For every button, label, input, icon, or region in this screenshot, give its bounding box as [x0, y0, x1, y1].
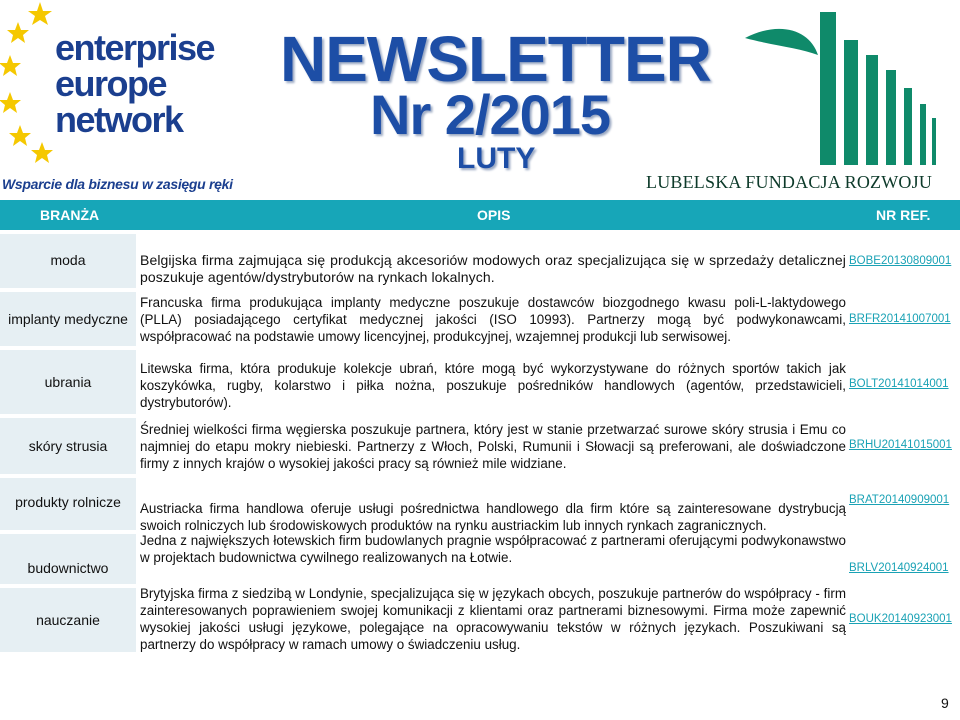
- category-label: implanty medyczne: [8, 311, 128, 327]
- description-cell: Belgijska firma zajmująca się produkcją akcesoriów modowych oraz specjalizująca się w sprzedaży detalicznej poszukuje agentów/dystrybutorów na rynkach lokalnych.: [140, 252, 846, 285]
- description-cell: Litewska firma, która produkuje kolekcje ubrań, które mogą być wykorzystywane do różnych sportów takich jak koszykówka, rugby, kolarstwo i piłka nożna, poszukuje pośredników handlowych (agentów, przedstawicieli, dystrybutorów).: [140, 361, 846, 410]
- reference-link[interactable]: BRLV20140924001: [849, 562, 949, 574]
- description-cell: Francuska firma produkująca implanty medyczne poszukuje dostawców biozgodnego kwasu poli-L-laktydowego (PLLA) posiadającego certyfikat medycznej jakości (ISO 10993). Partnerzy mogą być podwykonawcami, współpracować na podstawie umowy licencyjnej, produkcyjnej, wzajemnej produkcji lub serwisowej.: [140, 295, 846, 344]
- reference-link[interactable]: BRAT20140909001: [849, 494, 950, 506]
- description-cell: Jedna z największych łotewskich firm budowlanych pragnie współpracować z partnerami oferującymi podwykonawstwo w projektach budownictwa cywilnego realizowanych na Łotwie.: [140, 533, 846, 565]
- lfr-leaf-icon: [740, 0, 960, 170]
- category-cell: [0, 418, 136, 474]
- column-header-nr-ref: NR REF.: [876, 207, 931, 223]
- category-cell: [0, 588, 136, 652]
- description-cell: Średniej wielkości firma węgierska poszukuje partnera, który jest w stanie przetwarzać surowe skóry strusia i Emu co najmniej do etapu mokry niebieski. Partnerzy z Włoch, Polski, Rumunii i Słowacji są preferowani, ale doświadczone firmy z innych krajów o wysokiej jakości pracy są również mile widziane.: [140, 422, 846, 471]
- category-label: ubrania: [44, 374, 92, 390]
- category-cell: [0, 234, 136, 288]
- column-header-opis: OPIS: [477, 207, 511, 223]
- logo-line-2: europe: [55, 63, 167, 104]
- category-label: produkty rolnicze: [15, 494, 121, 510]
- description-cell: Brytyjska firma z siedzibą w Londynie, specjalizująca się w językach obcych, poszukuje partnerów do współpracy - firm zainteresowanych poprawieniem swojej komunikacji z klientami oraz partnerami biznesowymi. Firma może zapewnić wysokiej jakości usługi językowe, polegające na opracowywaniu tekstów w różnych językach. Poszukiwani są partnerzy do współpracy w ramach umowy o świadczeniu usług.: [140, 586, 846, 652]
- issue-number: Nr 2/2015: [370, 83, 611, 146]
- issue-month: LUTY: [457, 142, 536, 175]
- enterprise-europe-network-logo: [0, 0, 233, 200]
- table-header-bar: [0, 200, 960, 230]
- category-label: skóry strusia: [28, 438, 108, 454]
- reference-link[interactable]: BOBE20130809001: [849, 255, 952, 267]
- eu-stars-icon: [0, 0, 60, 170]
- category-label: nauczanie: [36, 612, 100, 628]
- reference-link[interactable]: BOLT20141014001: [849, 378, 949, 390]
- category-cell: [0, 350, 136, 414]
- description-cell: Austriacka firma handlowa oferuje usługi pośrednictwa handlowego dla firm które są zainteresowane dystrybucją swoich rolniczych lub środowiskowych produktów na rynku austriackim lub innych rynkach zagranicznych.: [140, 501, 846, 533]
- newsletter-title: NEWSLETTER: [280, 23, 711, 95]
- category-cell: [0, 292, 136, 346]
- category-cell: [0, 534, 136, 584]
- reference-link[interactable]: BRFR20141007001: [849, 313, 951, 325]
- tagline: Wsparcie dla biznesu w zasięgu ręki: [2, 176, 233, 192]
- category-label: budownictwo: [27, 560, 109, 576]
- reference-link[interactable]: BOUK20140923001: [849, 613, 952, 625]
- column-header-branza: BRANŻA: [40, 207, 100, 223]
- logo-line-3: network: [55, 99, 183, 140]
- category-label: moda: [50, 252, 86, 268]
- reference-link[interactable]: BRHU20141015001: [849, 439, 952, 451]
- partner-name: LUBELSKA FUNDACJA ROZWOJU: [646, 172, 933, 192]
- category-cell: [0, 478, 136, 530]
- logo-line-1: enterprise: [55, 27, 215, 68]
- page-number: 9: [941, 695, 949, 711]
